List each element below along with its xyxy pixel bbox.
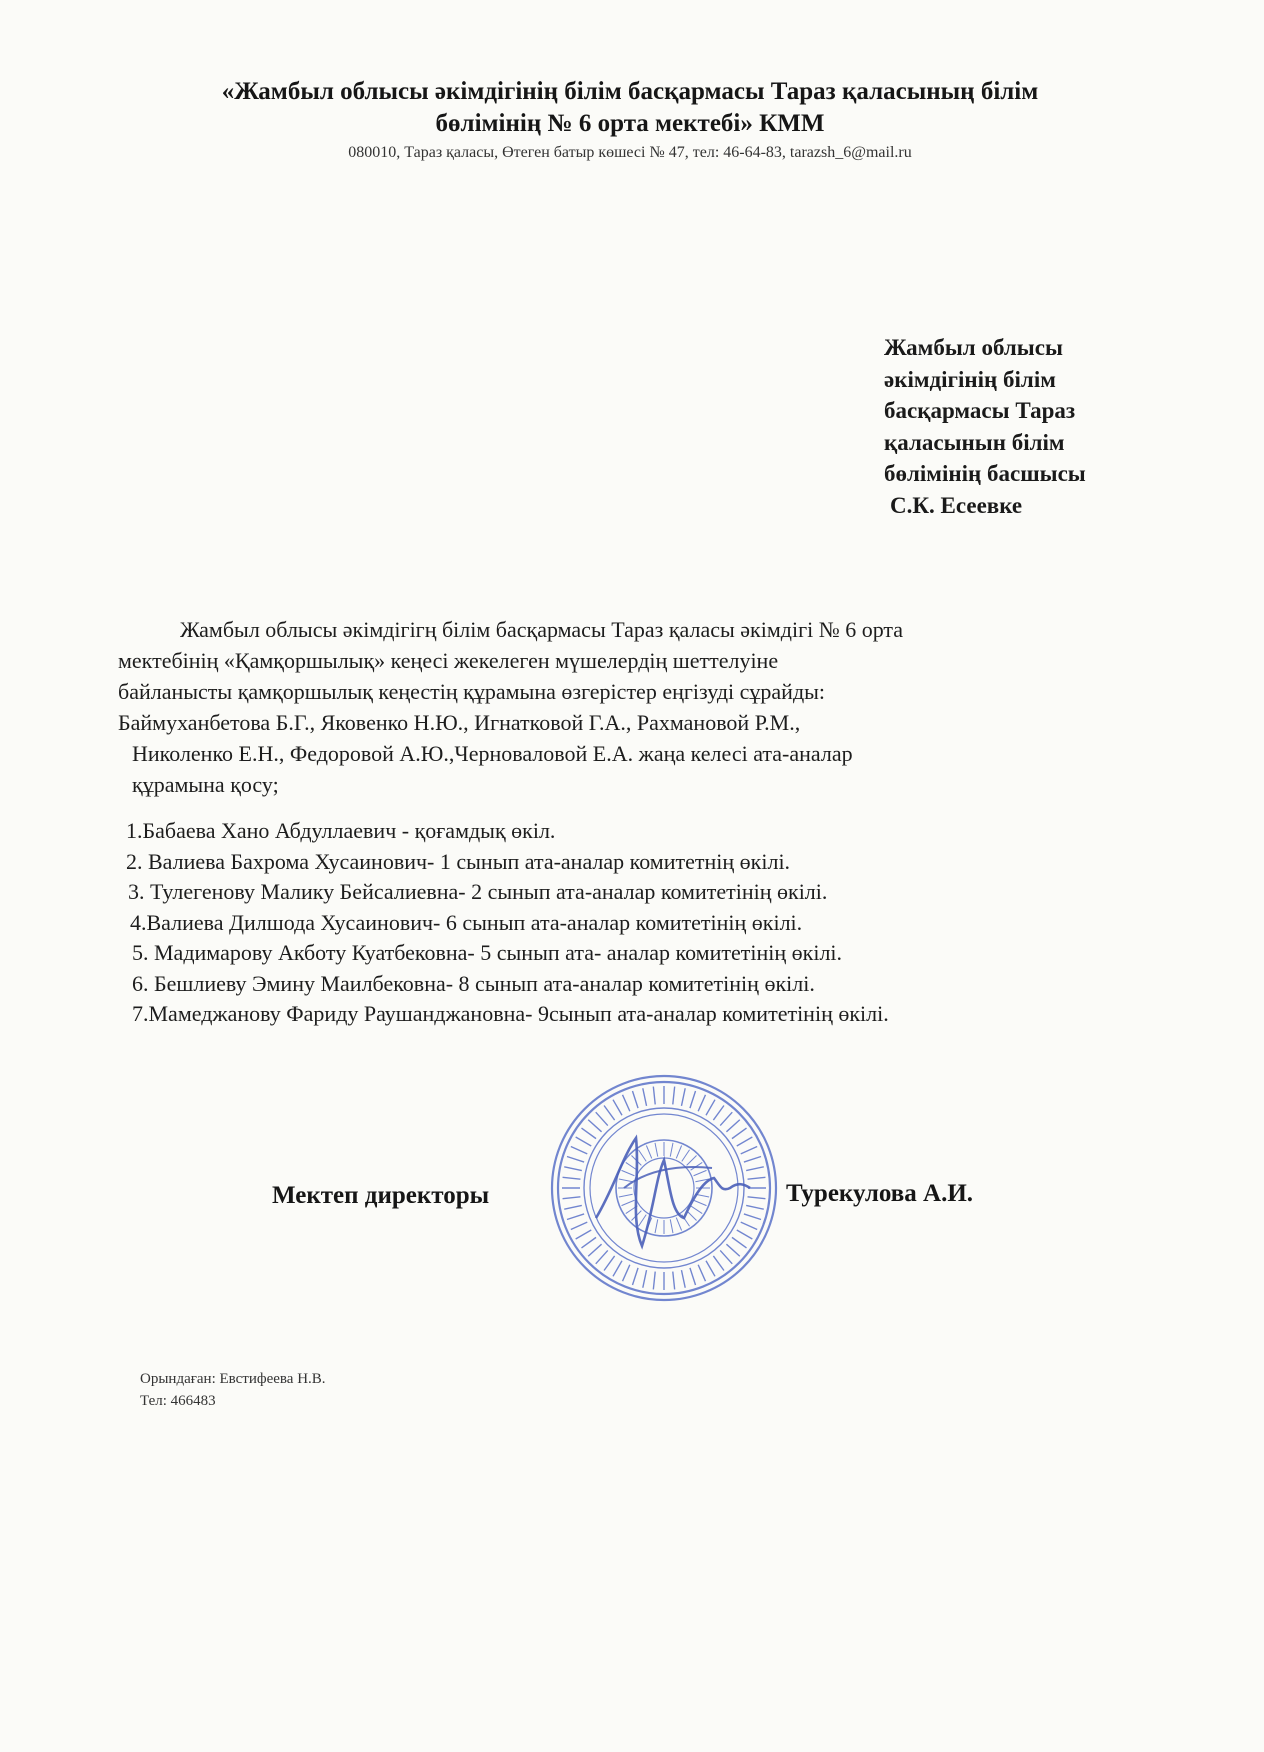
footer-executor [140,1368,326,1412]
recipient-line: қаласынын білім [884,429,1065,455]
letterhead-title-line-2: бөлімінің № 6 орта мектебі» КММ [435,110,825,137]
body-line: Николенко Е.Н., Федоровой А.Ю.,Черноваловой Е.А. жаңа келесі ата-аналар [132,741,853,766]
body-line: мектебінің «Қамқоршылық» кеңесі жекелеген мүшелердің шеттелуіне [118,648,779,673]
executor-name: Орындаған: Евстифеева Н.В. [140,1371,326,1387]
director-name: Турекулова А.И. [786,1180,974,1207]
list-item: 1.Бабаева Хано Абдуллаевич - қоғамдық өкіл. [126,818,556,843]
recipient-line: басқармасы Тараз [884,398,1076,423]
body-line: Жамбыл облысы әкімдігігң білім басқармасы Тараз қаласы әкімдігі № 6 орта [180,617,904,642]
body-line: Баймуханбетова Б.Г., Яковенко Н.Ю., Игнатковой Г.А., Рахмановой Р.М., [118,710,801,735]
list-item: 3. Тулегенову Малику Бейсалиевна- 2 сынып ата-аналар комитетінің өкілі. [128,879,828,904]
recipient-block [884,332,1184,521]
recipient-line: С.К. Есеевке [890,492,1023,518]
letterhead-title [140,76,1120,140]
body-line: құрамына қосу; [132,772,279,797]
recipient-line: бөлімінің басшысы [884,461,1086,486]
letter-body [118,614,1168,800]
director-label: Мектеп директоры [272,1182,490,1209]
letterhead-address: 080010, Тараз қаласы, Өтеген батыр көшесі № 47, тел: 46-64-83, tarazsh_6@mail.ru [348,144,912,161]
executor-phone: Тел: 466483 [140,1393,216,1409]
official-stamp [544,1068,784,1308]
list-item: 4.Валиева Дилшода Хусаинович- 6 сынып ата-аналар комитетінің өкілі. [130,909,803,935]
list-item: 5. Мадимарову Акботу Куатбековна- 5 сынып ата- аналар комитетінің өкілі. [132,940,843,965]
recipient-line: Жамбыл облысы [884,335,1063,360]
signature-mark [596,1138,750,1246]
letterhead-title-line-1: «Жамбыл облысы әкімдігінің білім басқармасы Тараз қаласының білім [221,78,1039,105]
recipient-line: әкімдігінің білім [884,366,1056,392]
list-item: 2. Валиева Бахрома Хусаинович- 1 сынып ата-аналар комитетнің өкілі. [126,848,791,874]
list-item: 7.Мамеджанову Фариду Раушанджановна- 9сынып ата-аналар комитетінің өкілі. [132,1001,889,1026]
member-list [126,816,1182,1030]
body-line: байланысты қамқоршылық кеңестің құрамына өзгерістер еңгізуді сұрайды: [118,679,826,704]
list-item: 6. Бешлиеву Эмину Маилбековна- 8 сынып ата-аналар комитетінің өкілі. [132,970,815,996]
